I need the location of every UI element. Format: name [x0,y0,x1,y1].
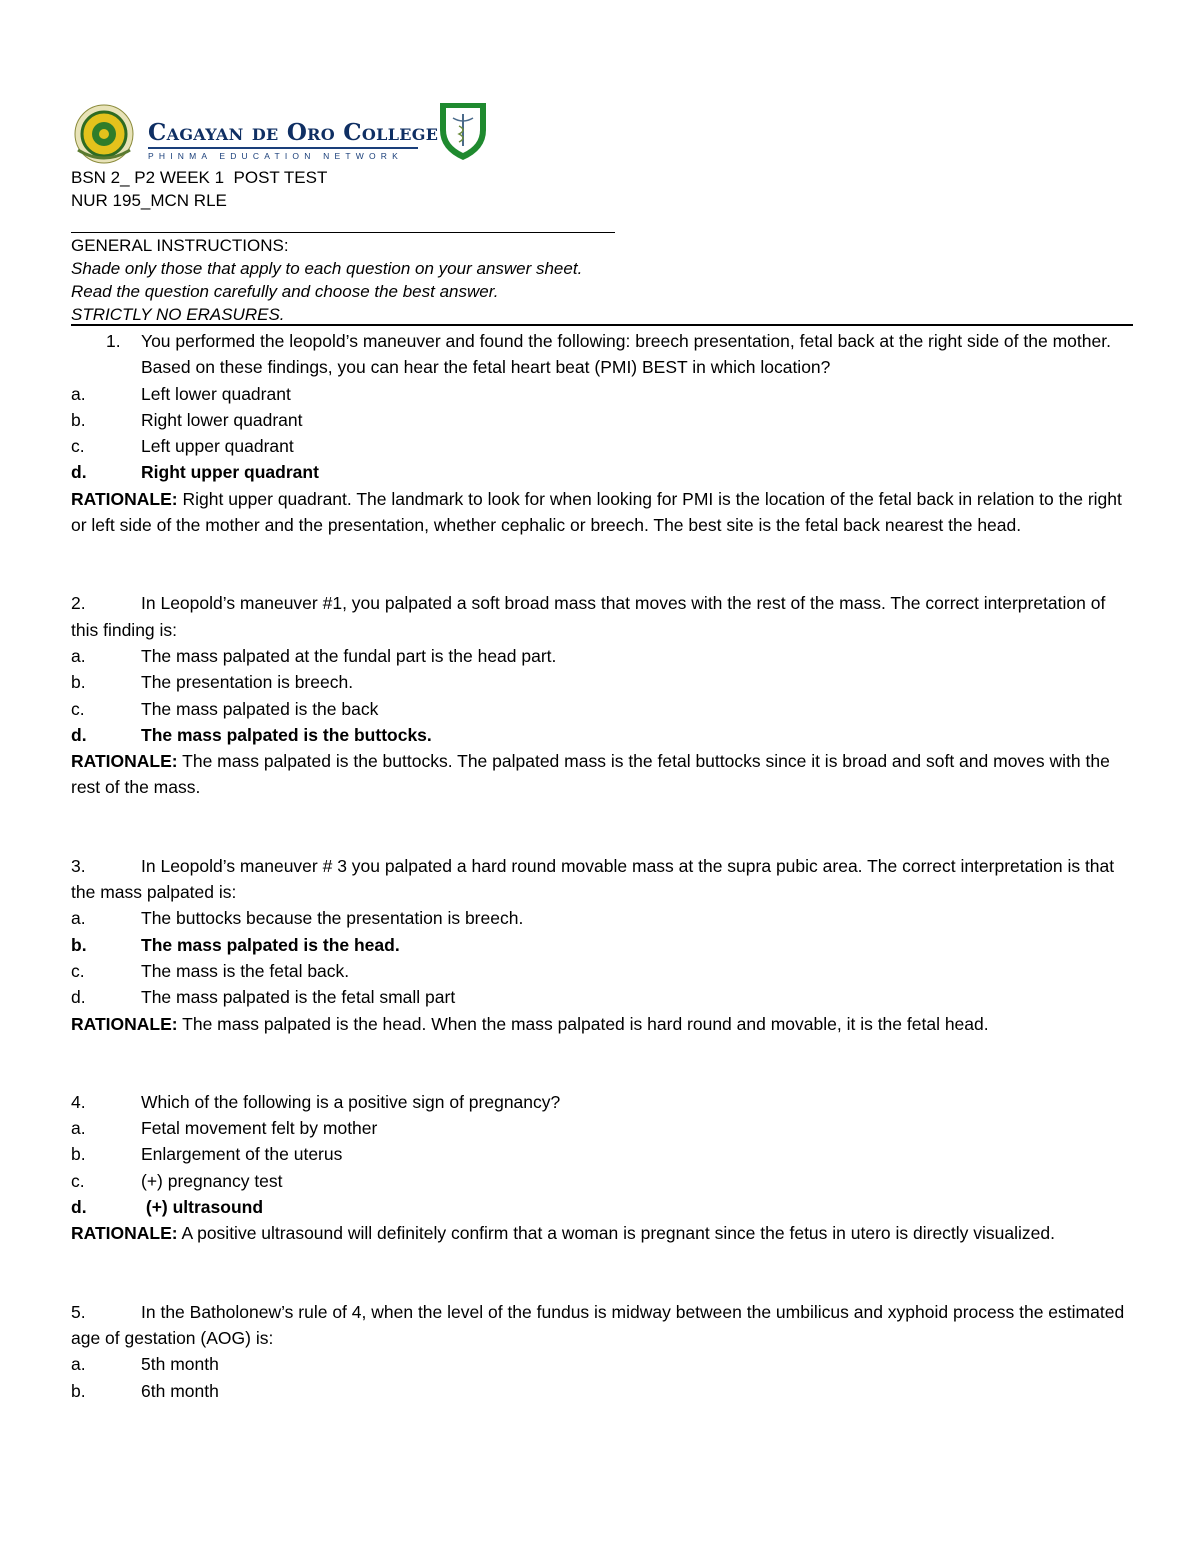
option-text: 6th month [141,1380,219,1401]
option-label: a. [71,1354,86,1375]
rationale-label: RATIONALE: [71,1223,178,1244]
option-label: a. [71,1118,86,1139]
question-1 [71,328,1133,538]
question-stem [71,328,1133,381]
option-label: a. [71,383,86,404]
question-text: Which of the following is a positive sign of pregnancy? [141,1091,561,1112]
option-text: The mass palpated at the fundal part is the head part. [141,645,557,666]
option-a [71,643,1133,669]
question-text: In the Batholonew’s rule of 4, when the level of the fundus is midway between the umbilicus and xyphoid process the estimated age of gestation (AOG) is: [71,1301,1125,1348]
question-2 [71,590,1133,800]
option-label: c. [71,960,85,981]
option-c [71,433,1133,459]
college-seal-icon [74,104,134,164]
instruction-line-2: Read the question carefully and choose the best answer. [71,282,499,301]
question-text: In Leopold’s maneuver # 3 you palpated a hard round movable mass at the supra pubic area. The correct interpretation is that the mass palpated is: [71,855,1115,903]
option-text: Right upper quadrant [141,462,319,483]
option-b-correct [71,932,1133,958]
question-number: 3. [71,855,86,876]
option-label: b. [71,409,86,430]
instruction-line-3: STRICTLY NO ERASURES. [71,305,285,324]
option-d-correct [71,459,1133,485]
option-label: d. [71,987,86,1008]
option-label: b. [71,672,86,693]
option-label: c. [71,436,85,457]
option-text: Enlargement of the uterus [141,1144,343,1165]
general-instructions [71,234,1131,326]
option-text: The mass palpated is the buttocks. [141,724,432,745]
course-line-1: BSN 2_ P2 WEEK 1 POST TEST [71,168,328,187]
question-number: 5. [71,1301,86,1322]
question-text: In Leopold’s maneuver #1, you palpated a soft broad mass that moves with the rest of the mass. The correct interpretation of this finding is: [71,593,1106,640]
rationale [71,486,1133,539]
option-label: b. [71,1380,86,1401]
option-c [71,696,1133,722]
course-line-2: NUR 195_MCN RLE [71,191,227,210]
option-text: Right lower quadrant [141,409,303,430]
question-number: 4. [71,1091,86,1112]
rationale [71,748,1133,801]
spacer [71,1037,1133,1089]
question-stem [71,853,1133,906]
option-d-correct [71,722,1133,748]
wordmark-divider [148,147,418,149]
college-name: Cagayan de Oro College [148,119,439,146]
option-text: The mass palpated is the head. [141,934,400,955]
rationale-text: The mass palpated is the buttocks. The palpated mass is the fetal buttocks since it is broad and soft and moves with the rest of the mass. [71,751,1110,798]
rationale-label: RATIONALE: [71,488,178,509]
option-text: The mass palpated is the back [141,698,379,719]
college-wordmark [148,119,439,162]
option-text: The mass palpated is the fetal small part [141,987,456,1008]
spacer [71,801,1133,853]
option-b [71,407,1133,433]
question-4 [71,1089,1133,1247]
option-label: a. [71,645,86,666]
course-info [71,166,327,212]
instruction-line-1: Shade only those that apply to each question on your answer sheet. [71,259,583,278]
option-text: The presentation is breech. [141,672,354,693]
option-c [71,1168,1133,1194]
option-label: d. [71,1197,87,1218]
network-name: PHINMA EDUCATION NETWORK [148,151,403,161]
option-c [71,958,1133,984]
rationale [71,1220,1133,1246]
option-text: Left upper quadrant [141,436,294,457]
option-b [71,669,1133,695]
option-label: a. [71,908,86,929]
college-header [72,98,502,168]
option-a [71,1115,1133,1141]
rationale-label: RATIONALE: [71,1013,178,1034]
question-number: 1. [106,331,121,351]
instructions-title: GENERAL INSTRUCTIONS: [71,236,289,255]
instructions-rule [71,324,1133,326]
option-d-correct [71,1194,1133,1220]
option-b [71,1378,1133,1404]
header-separator [71,232,615,233]
option-label: c. [71,1170,85,1191]
option-a [71,905,1133,931]
rationale-text: The mass palpated is the head. When the mass palpated is hard round and movable, it is the fetal head. [182,1013,989,1034]
rationale-text: Right upper quadrant. The landmark to look for when looking for PMI is the location of the fetal back in relation to the right or left side of the mother and the presentation, whether cephalic or breech. The best site is the fetal back nearest the head. [71,488,1122,536]
question-stem [71,1089,1133,1115]
option-label: b. [71,1144,86,1165]
question-stem [71,1299,1133,1352]
rationale-text: A positive ultrasound will definitely confirm that a woman is pregnant since the fetus in utero is directly visualized. [181,1223,1056,1244]
option-b [71,1141,1133,1167]
option-text: (+) ultrasound [141,1197,264,1218]
option-text: Left lower quadrant [141,383,291,404]
option-text: The buttocks because the presentation is breech. [141,908,524,929]
option-text: (+) pregnancy test [141,1170,283,1191]
rationale [71,1011,1133,1037]
question-3 [71,853,1133,1037]
spacer [71,1247,1133,1299]
nursing-shield-icon [438,100,488,162]
option-text: 5th month [141,1354,219,1375]
option-label: d. [71,724,87,745]
questions-list [71,328,1133,1404]
option-a [71,381,1133,407]
question-stem [71,590,1133,643]
option-label: c. [71,698,85,719]
rationale-label: RATIONALE: [71,751,178,772]
option-d [71,984,1133,1010]
question-number: 2. [71,593,86,614]
option-text: The mass is the fetal back. [141,960,350,981]
option-a [71,1351,1133,1377]
spacer [71,538,1133,590]
option-label: d. [71,462,87,483]
option-text: Fetal movement felt by mother [141,1118,378,1139]
question-text: You performed the leopold’s maneuver and found the following: breech presentation, fetal back at the right side of the mother. Based on these findings, you can hear the fetal heart beat (PMI) BEST in which location? [141,331,1111,378]
option-label: b. [71,934,87,955]
question-5 [71,1299,1133,1404]
